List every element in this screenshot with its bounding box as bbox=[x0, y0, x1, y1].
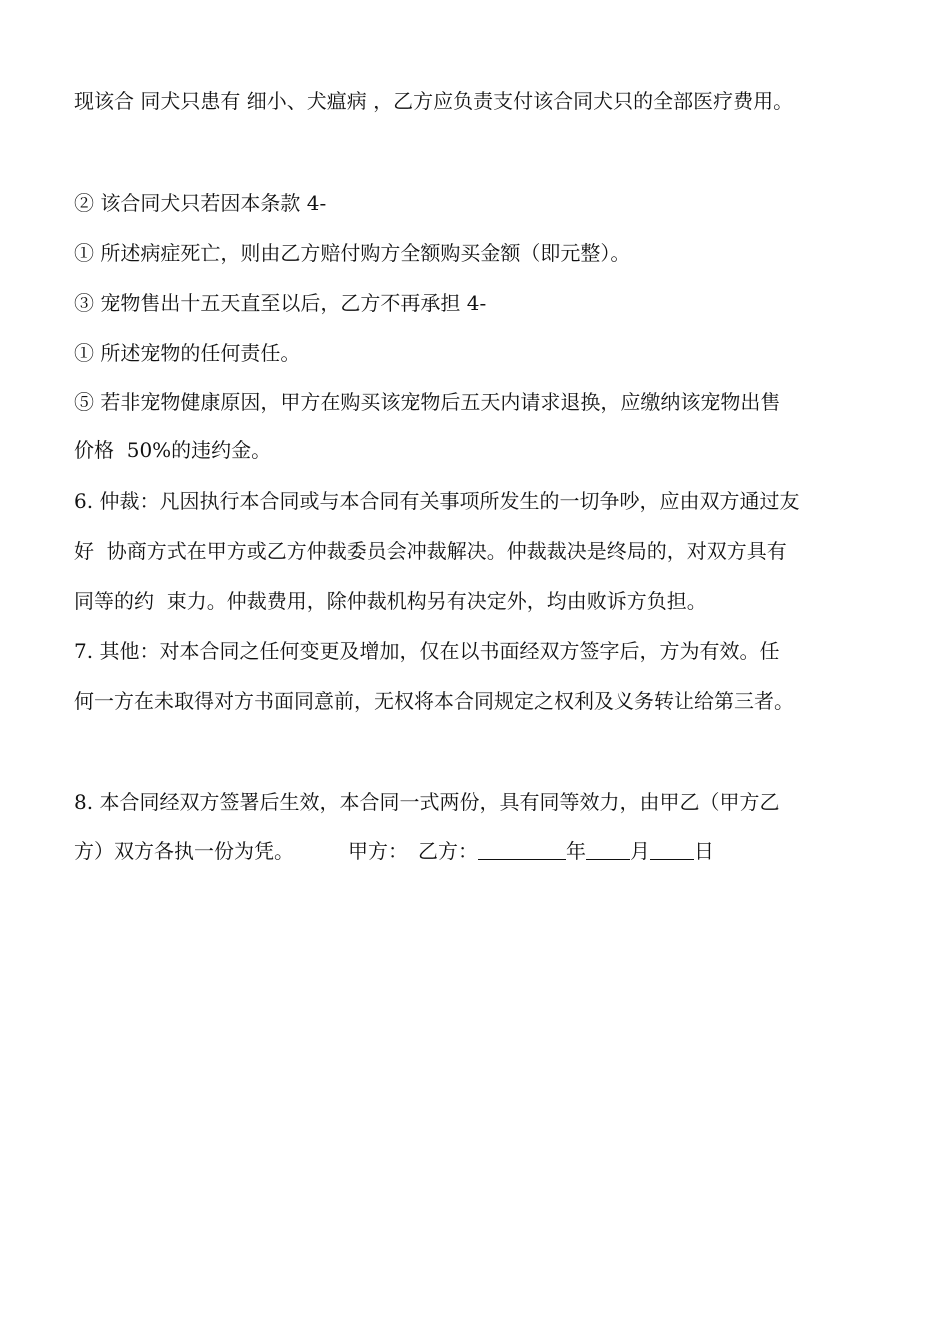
paragraph-line: ① 所述宠物的任何责任。 bbox=[74, 341, 301, 365]
year-blank[interactable] bbox=[478, 841, 566, 860]
year-label: 年 bbox=[566, 839, 586, 863]
paragraph-line: ② 该合同犬只若因本条款 4- bbox=[74, 191, 327, 215]
paragraph-line: 何一方在未取得对方书面同意前，无权将本合同规定之权利及义务转让给第三者。 bbox=[74, 689, 794, 713]
paragraph-line: 好 协商方式在甲方或乙方仲裁委员会冲裁解决。仲裁裁决是终局的，对双方具有 bbox=[74, 539, 787, 563]
signature-line bbox=[74, 838, 714, 864]
month-label: 月 bbox=[630, 839, 650, 863]
paragraph-line: ① 所述病症死亡，则由乙方赔付购方全额购买金额（即元整）。 bbox=[74, 241, 631, 265]
paragraph-line: 现该合 同犬只患有 细小、犬瘟病 ，乙方应负责支付该合同犬只的全部医疗费用。 bbox=[74, 89, 794, 113]
day-label: 日 bbox=[694, 839, 714, 863]
paragraph-line: 价格 50%的违约金。 bbox=[74, 438, 272, 462]
paragraph-line: ⑤ 若非宠物健康原因，甲方在购买该宠物后五天内请求退换，应缴纳该宠物出售 bbox=[74, 390, 781, 414]
signature-prefix: 方）双方各执一份为凭。 bbox=[74, 839, 294, 863]
paragraph-line: 8. 本合同经双方签署后生效，本合同一式两份，具有同等效力，由甲乙（甲方乙 bbox=[74, 790, 780, 814]
month-blank[interactable] bbox=[586, 841, 630, 860]
day-blank[interactable] bbox=[650, 841, 694, 860]
paragraph-line: 同等的约 束力。仲裁费用，除仲裁机构另有决定外，均由败诉方负担。 bbox=[74, 589, 707, 613]
paragraph-line: ③ 宠物售出十五天直至以后，乙方不再承担 4- bbox=[74, 291, 487, 315]
party-b-label: 乙方： bbox=[418, 839, 478, 863]
paragraph-line: 6. 仲裁：凡因执行本合同或与本合同有关事项所发生的一切争吵，应由双方通过友 bbox=[74, 489, 800, 513]
paragraph-line: 7. 其他：对本合同之任何变更及增加，仅在以书面经双方签字后，方为有效。任 bbox=[74, 639, 780, 663]
party-a-label: 甲方： bbox=[348, 839, 408, 863]
